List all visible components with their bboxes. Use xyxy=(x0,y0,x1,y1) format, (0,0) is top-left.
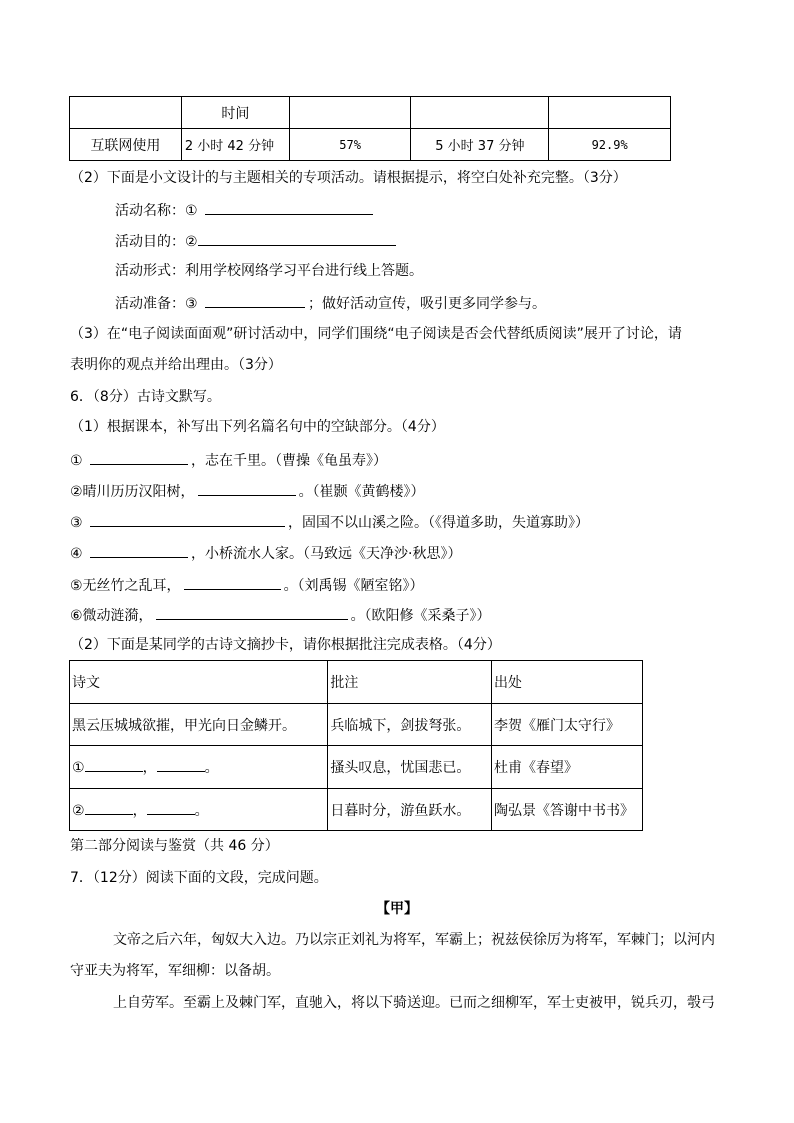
item-suffix: ，固国不以山溪之险。（《得道多助，失道寡助》） xyxy=(288,515,590,531)
note-cell: 搔头叹息，忧国悲已。 xyxy=(328,746,492,789)
recitation-item xyxy=(70,512,589,532)
recitation-item xyxy=(70,481,425,501)
column-header: 出处 xyxy=(492,661,643,704)
activity-name-line xyxy=(115,200,376,220)
table-cell: 57% xyxy=(289,129,411,161)
passage-line: 上自劳军。至霸上及棘门军，直驰入，将以下骑送迎。已而之细柳军，军士吏被甲，锐兵刃，彀弓 xyxy=(113,995,715,1011)
recitation-item xyxy=(70,543,461,563)
table-cell xyxy=(411,97,549,129)
activity-prep-line xyxy=(115,293,546,313)
table-row xyxy=(70,789,643,831)
item-suffix: 。（刘禹锡《陋室铭》） xyxy=(283,578,424,594)
answer-blank[interactable] xyxy=(90,543,188,558)
item-prefix: ① xyxy=(70,453,83,469)
table-cell: 92.9% xyxy=(549,129,671,161)
table-cell: 2 小时 42 分钟 xyxy=(181,129,289,161)
q5-3-line2: 表明你的观点并给出理由。（3分） xyxy=(70,357,282,373)
table-cell xyxy=(549,97,671,129)
answer-blank[interactable] xyxy=(85,800,133,815)
item-suffix: ，小桥流水人家。（马致远《天净沙·秋思》） xyxy=(191,546,462,562)
item-prefix: ⑥微动涟漪， xyxy=(70,608,153,624)
q6-title: 6．（8分）古诗文默写。 xyxy=(70,389,221,405)
item-suffix: ，志在千里。（曹操《龟虽寿》） xyxy=(191,453,388,469)
activity-prep-suffix: ；做好活动宣传，吸引更多同学参与。 xyxy=(308,296,547,312)
activity-form: 活动形式：利用学校网络学习平台进行线上答题。 xyxy=(115,263,423,279)
table-row xyxy=(70,97,671,129)
answer-blank[interactable] xyxy=(205,293,305,308)
item-prefix: ⑤无丝竹之乱耳， xyxy=(70,578,181,594)
column-header: 诗文 xyxy=(70,661,328,704)
passage-line: 守亚夫为将军，军细柳：以备胡。 xyxy=(70,963,280,979)
poem-period: 。 xyxy=(204,760,219,776)
table-cell xyxy=(289,97,411,129)
table-row xyxy=(70,129,671,161)
poem-cell: 黑云压城城欲摧，甲光向日金鳞开。 xyxy=(70,704,328,746)
excerpt-card-table xyxy=(69,660,643,831)
answer-blank[interactable] xyxy=(157,757,205,772)
q5-3-line1: （3）在“电子阅读面面观”研讨活动中，同学们围绕“电子阅读是否会代替纸质阅读”展开了讨论，请 xyxy=(70,326,682,342)
answer-blank[interactable] xyxy=(205,200,373,215)
q6-part1: （1）根据课本，补写出下列名篇名句中的空缺部分。（4分） xyxy=(70,419,445,435)
answer-blank[interactable] xyxy=(198,481,296,496)
activity-goal-label: 活动目的：② xyxy=(115,234,198,250)
recitation-item xyxy=(70,575,424,595)
answer-blank[interactable] xyxy=(90,450,188,465)
item-suffix: 。（崔颢《黄鹤楼》） xyxy=(298,484,425,500)
table-header-row xyxy=(70,661,643,704)
answer-blank[interactable] xyxy=(156,605,348,620)
item-prefix: ②晴川历历汉阳树， xyxy=(70,484,195,500)
note-cell: 日暮时分，游鱼跃水。 xyxy=(328,789,492,831)
poem-comma: ， xyxy=(132,802,147,819)
note-cell: 兵临城下，剑拔弩张。 xyxy=(328,704,492,746)
table-cell: 5 小时 37 分钟 xyxy=(411,129,549,161)
activity-name-label: 活动名称：① xyxy=(115,203,198,219)
q7-title: 7．（12分）阅读下面的文段，完成问题。 xyxy=(70,870,328,886)
poem-cell xyxy=(70,789,328,831)
q5-2-prompt: （2）下面是小文设计的与主题相关的专项活动。请根据提示，将空白处补充完整。（3分） xyxy=(70,170,627,186)
source-cell: 杜甫《春望》 xyxy=(492,746,643,789)
answer-blank[interactable] xyxy=(85,757,143,772)
part2-heading: 第二部分阅读与鉴赏（共 46 分） xyxy=(70,838,279,854)
table-row xyxy=(70,704,643,746)
activity-prep-label: 活动准备：③ xyxy=(115,296,198,312)
q6-part2: （2）下面是某同学的古诗文摘抄卡，请你根据批注完成表格。（4分） xyxy=(70,637,501,653)
poem-cell xyxy=(70,746,328,789)
item-prefix: ④ xyxy=(70,546,83,562)
poem-comma: ， xyxy=(142,760,157,776)
source-cell: 陶弘景《答谢中书书》 xyxy=(492,789,643,831)
source-cell: 李贺《雁门太守行》 xyxy=(492,704,643,746)
activity-goal-line xyxy=(115,231,399,251)
poem-prefix: ① xyxy=(72,760,85,776)
answer-blank[interactable] xyxy=(147,800,195,815)
answer-blank[interactable] xyxy=(198,231,396,246)
table-cell: 时间 xyxy=(181,97,289,129)
item-suffix: 。（欧阳修《采桑子》） xyxy=(350,608,491,624)
answer-blank[interactable] xyxy=(184,575,281,590)
table-row xyxy=(70,746,643,789)
poem-period: 。 xyxy=(194,802,209,819)
passage-line: 文帝之后六年，匈奴大入边。乃以宗正刘礼为将军，军霸上；祝兹侯徐厉为将军，军棘门；以河内 xyxy=(113,932,715,948)
table-cell xyxy=(70,97,182,129)
stats-table xyxy=(69,96,671,161)
item-prefix: ③ xyxy=(70,515,83,531)
recitation-item xyxy=(70,605,491,625)
recitation-item xyxy=(70,450,387,470)
column-header: 批注 xyxy=(328,661,492,704)
table-cell: 互联网使用 xyxy=(70,129,182,161)
section-label: 【甲】 xyxy=(376,901,418,917)
answer-blank[interactable] xyxy=(90,512,285,527)
poem-prefix: ② xyxy=(72,802,85,819)
